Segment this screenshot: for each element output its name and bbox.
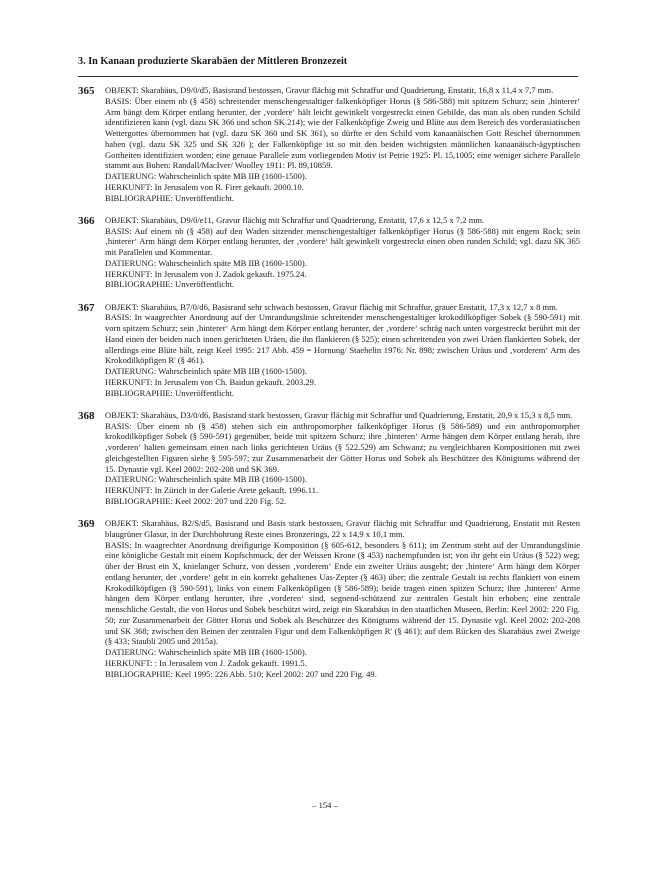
entry-basis: BASIS: In waagrechter Anordnung auf der Umrandungslinie schreitender menschengestaltiger krokodilköpfiger Sobek (§ 590-591) mit vorn spitzem Schurz; sein ‚hinterer‘ Arm hängt dem Körper entlang herunter, der ‚vordere‘ schräg nach unten vorgestreckt berührt mit der Hand einen der beiden nach innen gerichteten Uräen, die ihn flankieren (§ 525); einen schreitenden von zwei Uräen flankierten Sobek, der allerdings eine Blüte hält, zeigt Keel 1995: 217 Abb. 459 = Hornung/ Staehelin 1976: Nr. 898; zwischen Uräus und ‚vorderem‘ Arm des Krokodilköpfigen R' (§ 461). bbox=[105, 312, 580, 366]
header-rule bbox=[78, 76, 578, 77]
catalog-entry-367 bbox=[78, 302, 580, 399]
entry-objekt: OBJEKT: Skarabäus, D9/0/d5, Basisrand bestossen, Gravur flächig mit Schraffur und Quadrierung, Enstatit, 16,8 x 11,4 x 7,7 mm. bbox=[105, 85, 554, 95]
catalog-entries bbox=[78, 85, 580, 691]
entry-number: 369 bbox=[78, 518, 95, 530]
entry-datierung: DATIERUNG: Wahrscheinlich späte MB IIB (1600-1500). bbox=[105, 257, 307, 268]
entry-number: 366 bbox=[78, 214, 95, 227]
entry-number: 367 bbox=[78, 301, 95, 314]
entry-bibliographie: BIBLIOGRAPHIE: Unveröffentlicht. bbox=[105, 279, 234, 290]
catalog-entry-366 bbox=[78, 215, 580, 290]
catalog-entry-369 bbox=[78, 518, 580, 679]
entry-bibliographie: BIBLIOGRAPHIE: Keel 2002: 207 und 220 Fig. 52. bbox=[105, 495, 287, 506]
entry-objekt: OBJEKT: Skarabäus, B7/0/d6, Basisrand sehr schwach bestossen, Gravur flächig mit Schraffur, grauer Enstatit, 17,3 x 12,7 x 8 mm. bbox=[105, 301, 558, 312]
entry-number: 365 bbox=[78, 85, 95, 97]
entry-basis: BASIS: In waagrechter Anordnung dreifigurige Komposition (§ 605-612, besonders § 611); im Zentrum steht auf der Umrandungslinie eine königliche Gestalt mit einem Kopfschmuck, der der Weissen Krone (§ 453) nachempfunden ist; von ihr geht ein Uräus (§ 522) weg; über der Brust ein X, knielanger Schurz, von dessen ‚vorderem‘ Ende ein zweiter Uräus ausgeht; der ‚hintere‘ Arm hängt dem Körper entlang herunter, der ‚vordere‘ geht in ein korrekt gehaltenes Uas-Zepter (§ 463) über; die zentrale Gestalt ist rechts flankiert von einem Krokodilköpfigen (§ 590-591), links von einem Falkenköpfigen (§ 586-589); beide tragen einen spitzen Schurz; ihre ‚hinteren‘ Arme hängen dem Körper entlang herunter, ihre ‚vorderen‘ sind, segnend-schützend zur zentralen Gestalt hin erhoben; eine zentrale menschliche Gestalt, die von Horus und Sobek beschützt wird, zeigt ein Skarabäus in den staatlichen Museen, Berlin: Keel 2002: 220 Fig. 50; zur Zusammenarbeit der Götter Horus und Sobek als Beschützer des Königtums während der 15. Dynastie vgl. Keel 2002: 202-208 und SK 368; zwischen den Beinen der zentralen Figur und dem Falkenköpfigen R' (§ 461); auf dem Rücken des Skarabäus zwei Zweige (§ 433; Staubli 2005 und 2015a). bbox=[105, 539, 580, 647]
entry-datierung: DATIERUNG: Wahrscheinlich späte MB IIB (1600-1500). bbox=[105, 366, 307, 376]
entry-basis: BASIS: Auf einem nb (§ 458) auf den Waden sitzender menschengestaltiger falkenköpfiger Horus (§ 586-588) mit engem Rock; sein ‚hinterer‘ Arm hängt dem Körper entlang herunter, der ‚vordere‘ hält gewinkelt vorgestreckt einen oben runden Schild; vgl. dazu SK 365 mit Parallelen und Kommentar. bbox=[105, 225, 580, 257]
entry-objekt: OBJEKT: Skarabäus, D3/0/d6, Basisrand stark bestossen, Gravur flächig mit Schraffur und Quadrierung, Enstatit, 20,9 x 15,3 x 8,5 mm. bbox=[105, 409, 573, 420]
catalog-entry-368 bbox=[78, 410, 580, 507]
entry-herkunft: HERKUNFT: In Zürich in der Galerie Arete gekauft. 1996.11. bbox=[105, 485, 319, 495]
entry-herkunft: HERKUNFT: : In Jerusalem von J. Zadok gekauft. 1991.5. bbox=[105, 657, 307, 668]
entry-datierung: DATIERUNG: Wahrscheinlich späte MB IIB (1600-1500). bbox=[105, 474, 307, 485]
entry-herkunft: HERKUNFT: In Jerusalem von Ch. Baidun gekauft. 2003.29. bbox=[105, 376, 317, 387]
entry-datierung: DATIERUNG: Wahrscheinlich späte MB IIB (1600-1500). bbox=[105, 171, 307, 181]
section-header: 3. In Kanaan produzierte Skarabäen der Mittleren Bronzezeit bbox=[78, 56, 348, 67]
entry-objekt: OBJEKT: Skarabäus, B2/S/d5, Basisrand und Basis stark bestossen, Gravur flächig mit Schraffur und Quadrierung, Enstatit mit Resten blaugrüner Glasur, in der Durchbohrung Reste eines Bronzerings, 22 x 14,9 x 10,1 mm. bbox=[105, 518, 580, 539]
catalog-entry-365 bbox=[78, 85, 580, 203]
entry-basis: BASIS: Über einem nb (§ 458) schreitender menschengestaltiger falkenköpfiger Horus (§ 586-588) mit spitzem Schurz; sein ‚hinterer‘ Arm hängt dem Körper entlang herunter, der ‚vordere‘ hält leicht gewinkelt vorgestreckt einen Gebilde, das man als oben runden Schild identifizieren kann (vgl. dazu SK 366 und schon SK 214); wie der Falkenköpfige Zweig und Blüte aus dem Bereich des vorderasiatischen Wettergottes übernommen hat (vgl. dazu SK 360 und SK 361), so dürfte er den Schild vom kanaanäischen Gott Reschef übernommen haben (vgl. dazu SK 325 und SK 326 ); der Falkenköpfige ist so mit den beiden wichtigsten männlichen kanaanäisch-ägyptischen Gottheiten identifiziert worden; eine genaue Parallele zum vorliegenden Motiv ist Petrie 1925: Pl. 15,1005; eine weniger sichere Parallele stammt aus Buhen: Randall/MacIver/ Woolley 1911: Pl. 89,10859. bbox=[105, 95, 580, 171]
entry-bibliographie: BIBLIOGRAPHIE: Unveröffentlicht. bbox=[105, 387, 234, 398]
entry-basis: BASIS: Über einem nb (§ 458) stehen sich ein anthropomorpher falkenköpfiger Horus (§ 586-589) und ein anthropomorpher krokodilköpfiger Sobek (§ 590-591) gegenüber, beide mit spitzem Schurz; ihre ‚hinteren‘ Arme hängen dem Körper entlang herab, ihre ‚vorderen‘ halten gemeinsam einen nach links gerichteten Uräus (§ 522.529) am Schwanz; zu vergleichbaren Kompositionen mit zwei gleichgestellten Figuren siehe § 595-597; zur Zusammenarbeit der Götter Horus und Sobek als Beschützer des Königtums während der 15. Dynastie vgl. Keel 2002: 202-208 und SK 369. bbox=[105, 420, 580, 474]
entry-bibliographie: BIBLIOGRAPHIE: Unveröffentlicht. bbox=[105, 192, 234, 203]
entry-herkunft: HERKUNFT: In Jerusalem von J. Zadok gekauft. 1975.24. bbox=[105, 268, 307, 279]
entry-datierung: DATIERUNG: Wahrscheinlich späte MB IIB (1600-1500). bbox=[105, 647, 307, 657]
entry-bibliographie: BIBLIOGRAPHIE: Keel 1995: 226 Abb. 510; Keel 2002: 207 und 220 Fig. 49. bbox=[105, 668, 377, 679]
page-number: – 154 – bbox=[312, 800, 338, 810]
entry-herkunft: HERKUNFT: In Jerusalem von R. Firer gekauft. 2000.10. bbox=[105, 181, 304, 192]
entry-objekt: OBJEKT: Skarabäus, D9/0/e11, Gravur flächig mit Schraffur und Quadrierung, Enstatit, 17,6 x 12,5 x 7,2 mm. bbox=[105, 214, 485, 225]
entry-number: 368 bbox=[78, 409, 95, 422]
